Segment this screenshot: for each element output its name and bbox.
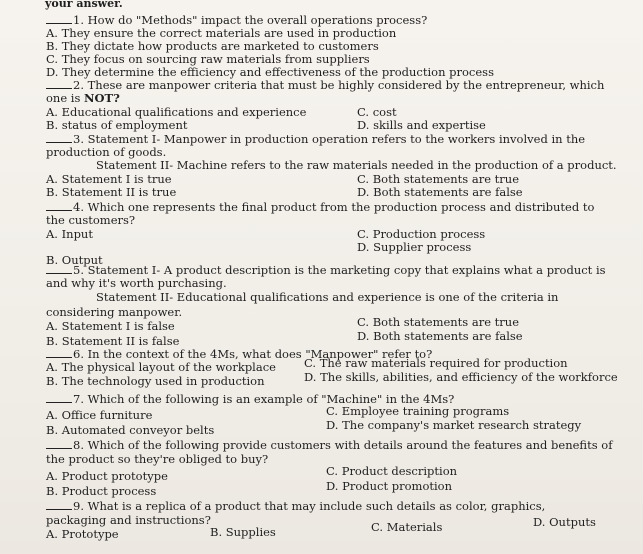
question-4-stem: 4. Which one represents the final product from the production process and distributed to: [46, 200, 594, 214]
question-3-stem-line2: production of goods.: [46, 145, 167, 159]
answer-blank[interactable]: [46, 132, 72, 143]
q2-option-a: A. Educational qualifications and experience: [46, 105, 307, 119]
q4-option-d: D. Supplier process: [357, 240, 472, 254]
answer-blank[interactable]: [46, 13, 72, 24]
answer-blank[interactable]: [46, 263, 72, 274]
question-1-stem: 1. How do "Methods" impact the overall operations process?: [46, 13, 427, 27]
q8-option-a: A. Product prototype: [46, 469, 168, 483]
q6-option-c: C. The raw materials required for production: [304, 356, 568, 370]
question-5-stem-line4: considering manpower.: [46, 305, 183, 319]
q1-option-c: C. They focus on sourcing raw materials from suppliers: [46, 52, 370, 66]
question-3-stem: 3. Statement I- Manpower in production operation refers to the workers involved in the: [46, 132, 585, 146]
q1-option-b: B. They dictate how products are marketed to customers: [46, 39, 379, 53]
q1-option-d: D. They determine the efficiency and effectiveness of the production process: [46, 65, 494, 79]
q5-option-b: B. Statement II is false: [46, 334, 180, 348]
q5-option-c: C. Both statements are true: [357, 315, 520, 329]
question-6-stem: 6. In the context of the 4Ms, what does "Manpower" refer to?: [46, 347, 432, 361]
question-2-stem: 2. These are manpower criteria that must be highly considered by the entrepreneur, which: [46, 78, 604, 92]
question-5-stem: 5. Statement I- A product description is the marketing copy that explains what a product is: [46, 263, 606, 277]
q2-option-b: B. status of employment: [46, 118, 188, 132]
answer-blank[interactable]: [46, 347, 72, 358]
q6-option-d: D. The skills, abilities, and efficiency of the workforce: [304, 370, 618, 384]
q2-option-d: D. skills and expertise: [357, 118, 486, 132]
q7-option-c: C. Employee training programs: [326, 404, 510, 418]
q4-option-c: C. Production process: [357, 227, 486, 241]
q3-option-a: A. Statement I is true: [46, 172, 172, 186]
q5-option-d: D. Both statements are false: [357, 329, 523, 343]
header-text: your answer.: [45, 0, 123, 10]
q7-option-d: D. The company's market research strategy: [326, 418, 582, 432]
answer-blank[interactable]: [46, 200, 72, 211]
question-9-stem-line2: packaging and instructions?: [46, 513, 211, 527]
answer-blank[interactable]: [46, 392, 72, 403]
q3-option-d: D. Both statements are false: [357, 185, 523, 199]
question-3-stem-line3: Statement II- Machine refers to the raw materials needed in the production of a product.: [96, 158, 617, 172]
question-9-stem: 9. What is a replica of a product that may include such details as color, graphics,: [46, 499, 545, 513]
q8-option-b: B. Product process: [46, 484, 157, 498]
q4-option-b: B. Output: [46, 253, 103, 267]
answer-blank[interactable]: [46, 78, 72, 89]
question-4-stem-line2: the customers?: [46, 213, 136, 227]
q1-option-a: A. They ensure the correct materials are used in production: [46, 26, 397, 40]
q3-option-c: C. Both statements are true: [357, 172, 520, 186]
q4-option-a: A. Input: [46, 227, 93, 241]
q8-option-d: D. Product promotion: [326, 479, 453, 493]
question-2-stem-line2: one is NOT?: [46, 91, 120, 105]
question-8-stem-line2: the product so they're obliged to buy?: [46, 452, 269, 466]
question-7-stem: 7. Which of the following is an example of "Machine" in the 4Ms?: [46, 392, 454, 406]
q9-option-c: C. Materials: [371, 520, 443, 534]
q9-option-d: D. Outputs: [533, 515, 596, 529]
question-5-stem-line3: Statement II- Educational qualifications and experience is one of the criteria in: [96, 290, 559, 304]
answer-blank[interactable]: [46, 499, 72, 510]
question-5-stem-line2: and why it's worth purchasing.: [46, 276, 227, 290]
q6-option-a: A. The physical layout of the workplace: [46, 360, 276, 374]
q5-option-a: A. Statement I is false: [46, 319, 175, 333]
q6-option-b: B. The technology used in production: [46, 374, 265, 388]
q8-option-c: C. Product description: [326, 464, 458, 478]
q2-option-c: C. cost: [357, 105, 397, 119]
q7-option-a: A. Office furniture: [46, 408, 153, 422]
question-8-stem: 8. Which of the following provide customers with details around the features and benefits of: [46, 438, 612, 452]
q3-option-b: B. Statement II is true: [46, 185, 177, 199]
q7-option-b: B. Automated conveyor belts: [46, 423, 215, 437]
answer-blank[interactable]: [46, 438, 72, 449]
q9-option-b: B. Supplies: [210, 525, 276, 539]
q9-option-a: A. Prototype: [46, 527, 119, 541]
